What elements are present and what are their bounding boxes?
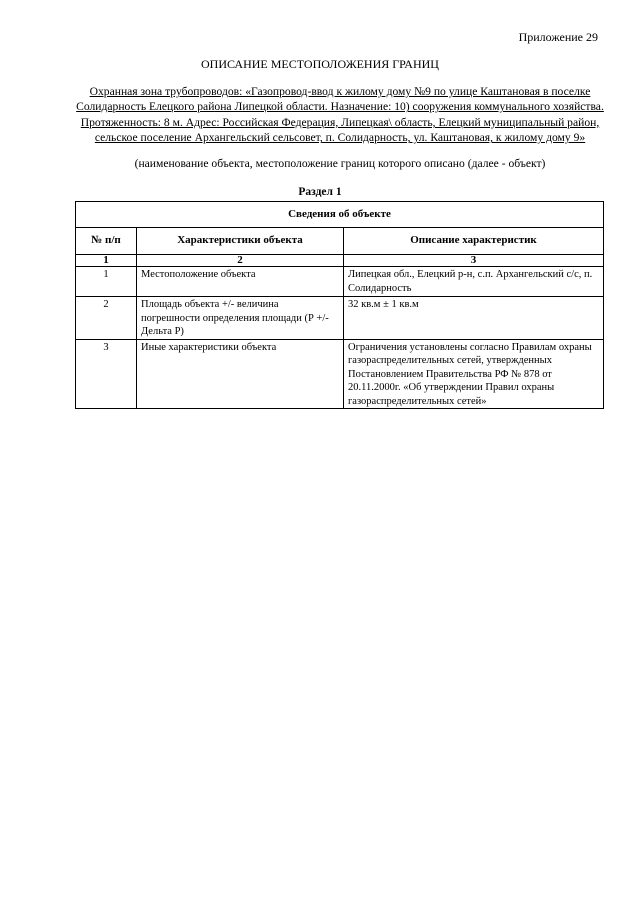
- table-row: [76, 267, 604, 297]
- object-description: Охранная зона трубопроводов: «Газопровод-ввод к жилому дому №9 по улице Каштановая в поселке Солидарность Елецкого района Липецкой области. Назначение: 10) сооружения коммунального хозяйства. Протяженность: 8 м. Адрес: Российская Федерация, Липецкая\ область, Елецкий муниципальный район, сельское поселение Архангельский сельсовет, п. Солидарность, ул. Каштановая, к жилому дому 9»: [76, 85, 604, 145]
- column-header-characteristic: Характеристики объекта: [137, 228, 344, 255]
- object-info-table: [75, 201, 604, 409]
- row-characteristic: Площадь объекта +/- величина погрешности определения площади (Р +/- Дельта Р): [137, 297, 344, 340]
- row-description: Ограничения установлены согласно Правилам охраны газораспределительных сетей, утвержденных Постановлением Правительства РФ № 878 от 20.11.2000г. «Об утверждении Правил охраны газораспределительных сетей»: [344, 339, 604, 409]
- column-header-description: Описание характеристик: [344, 228, 604, 255]
- row-characteristic: Иные характеристики объекта: [137, 339, 344, 409]
- column-header-number: № п/п: [76, 228, 137, 255]
- column-number-2: 2: [137, 255, 344, 267]
- column-number-1: 1: [76, 255, 137, 267]
- table-row: [76, 297, 604, 340]
- row-number: 1: [76, 267, 137, 297]
- column-number-3: 3: [344, 255, 604, 267]
- object-description-note: (наименование объекта, местоположение границ которого описано (далее - объект): [134, 157, 546, 170]
- appendix-label: Приложение 29: [518, 30, 598, 44]
- table-caption: Сведения об объекте: [76, 202, 604, 228]
- row-number: 2: [76, 297, 137, 340]
- row-description: Липецкая обл., Елецкий р-н, с.п. Архангельский с/с, п. Солидарность: [344, 267, 604, 297]
- row-description: 32 кв.м ± 1 кв.м: [344, 297, 604, 340]
- table-row: [76, 339, 604, 409]
- row-characteristic: Местоположение объекта: [137, 267, 344, 297]
- page-title: ОПИСАНИЕ МЕСТОПОЛОЖЕНИЯ ГРАНИЦ: [201, 57, 439, 71]
- row-number: 3: [76, 339, 137, 409]
- section-title: Раздел 1: [298, 186, 342, 198]
